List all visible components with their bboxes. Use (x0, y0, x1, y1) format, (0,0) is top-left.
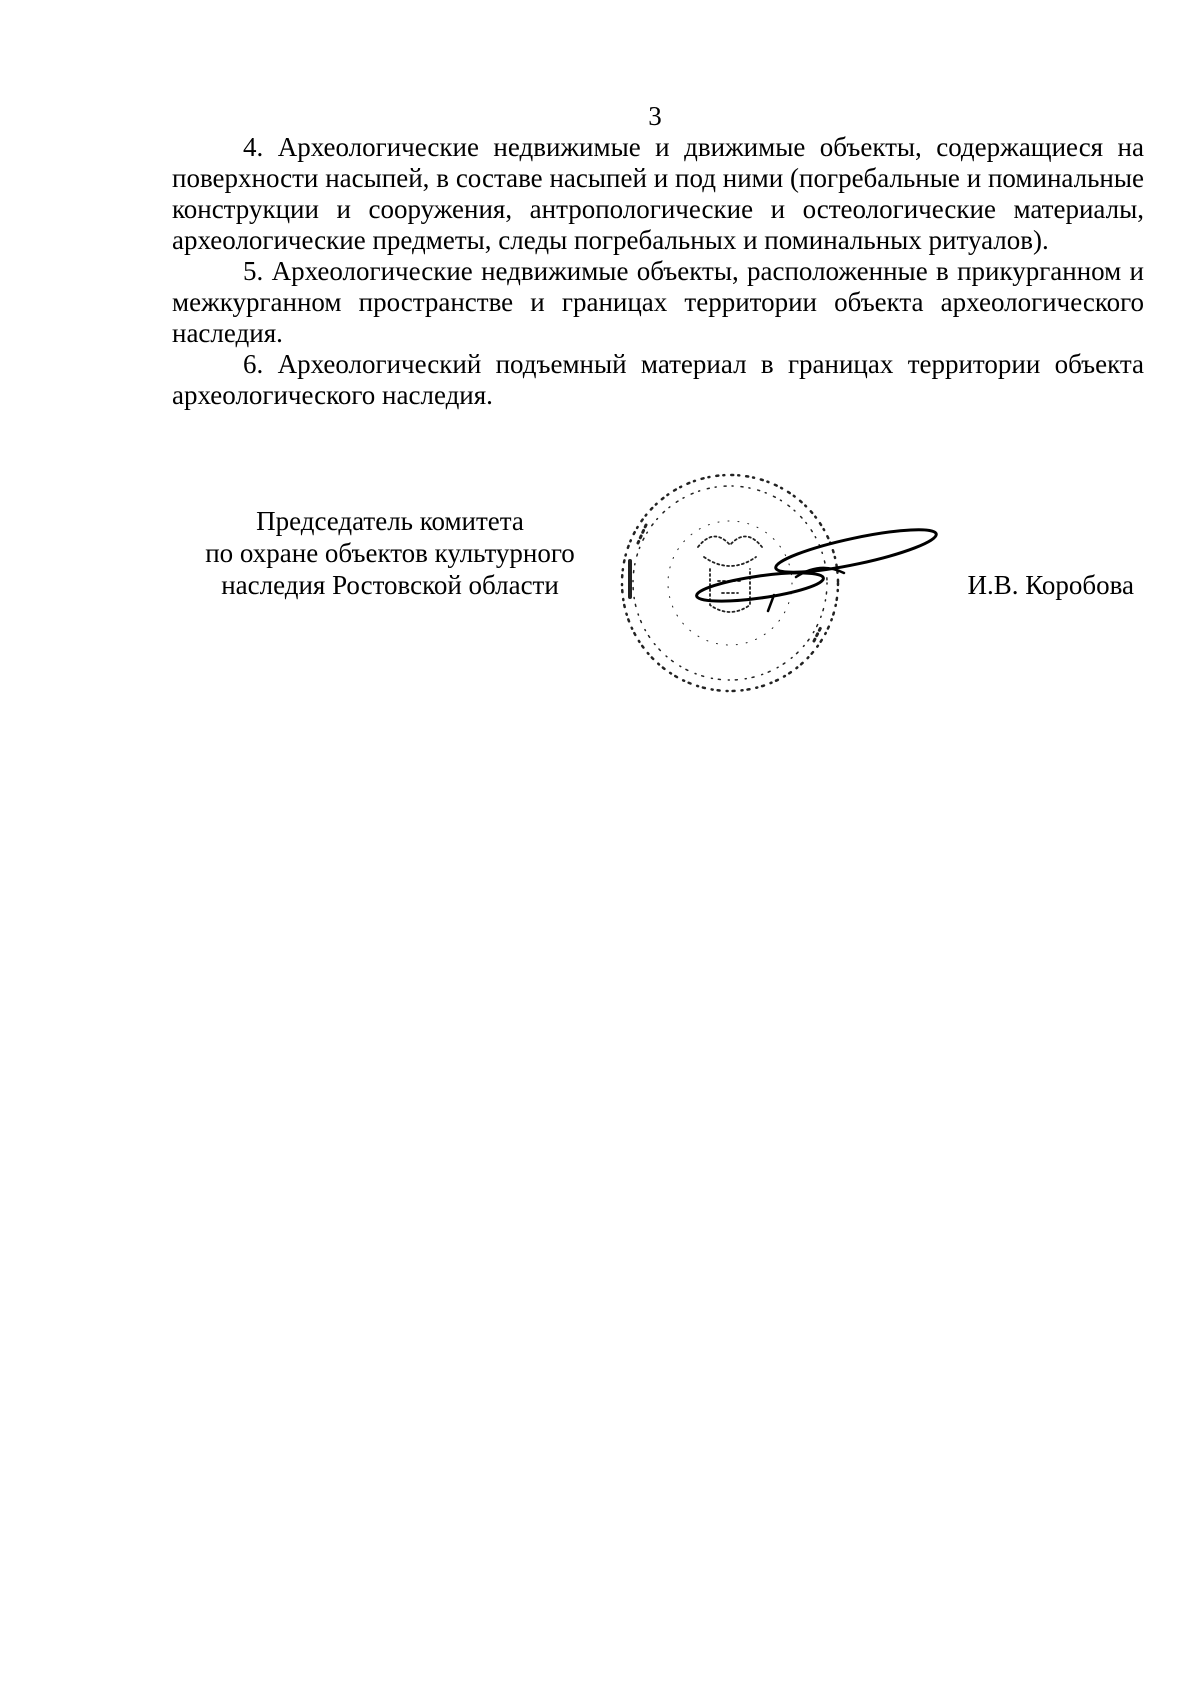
stamp-seal (622, 475, 838, 691)
paragraph-item-4: 4. Археологические недвижимые и движимые объекты, содержащиеся на поверхности насыпей, в составе насыпей и под ними (погребальные и поминальные конструкции и сооружения, антропологические и остеологические материалы, археологические предметы, следы погребальных и поминальных ритуалов). (172, 132, 1144, 255)
signatory-title-line: по охране объектов культурного (205, 538, 575, 568)
page-number: 3 (648, 101, 662, 131)
signatory-title-line: Председатель комитета (256, 506, 524, 536)
signatory-name: И.В. Коробова (967, 570, 1134, 600)
paragraph-item-5: 5. Археологические недвижимые объекты, расположенные в прикурганном и межкурганном пространстве и границах территории объекта археологического наследия. (172, 256, 1144, 348)
document-body (172, 132, 1144, 411)
signatory-position (180, 505, 600, 601)
paragraph-item-6: 6. Археологический подъемный материал в границах территории объекта археологического наследия. (172, 349, 1144, 410)
official-stamp-with-signature (618, 465, 948, 705)
signatory-title-line: наследия Ростовской области (221, 570, 559, 600)
